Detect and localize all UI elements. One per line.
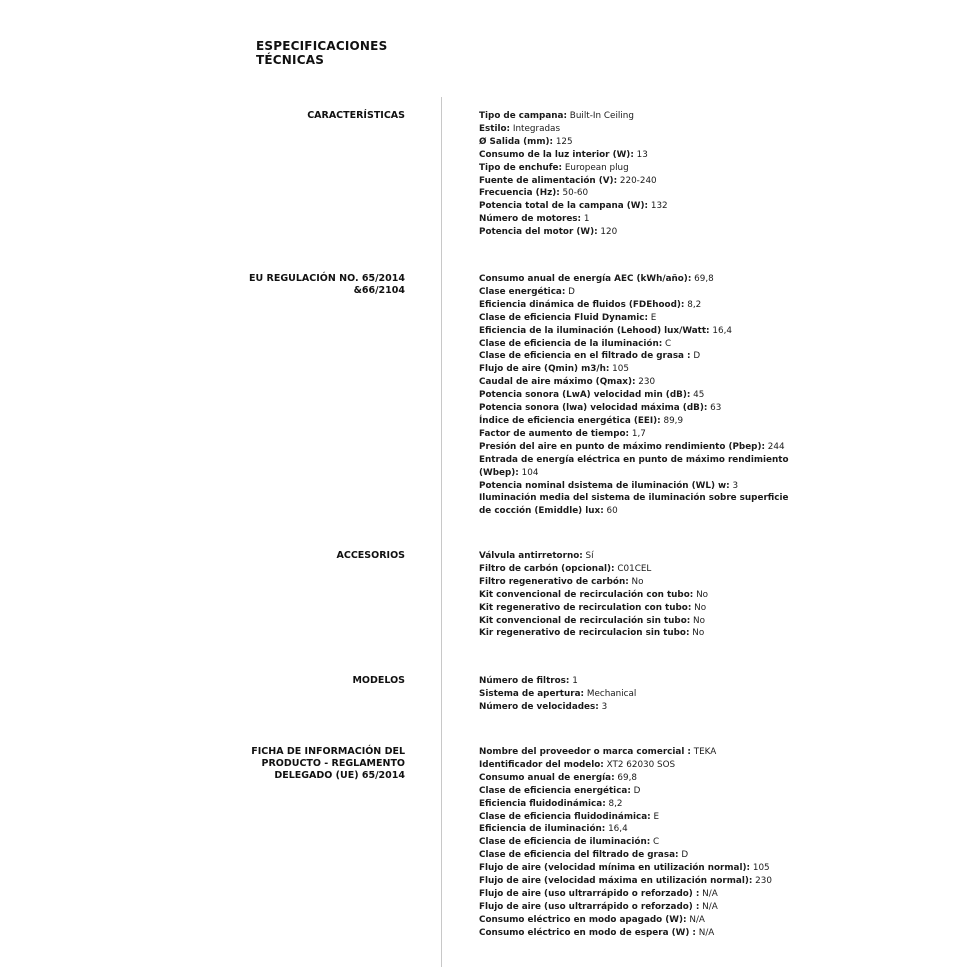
spec-key: Flujo de aire (uso ultrarrápido o reforzado) : (479, 888, 700, 899)
spec-key: Consumo eléctrico en modo apagado (W): (479, 914, 687, 925)
spec-row (479, 785, 799, 798)
spec-row (479, 849, 799, 862)
spec-row (479, 312, 799, 325)
spec-key: Tipo de campana: (479, 111, 568, 121)
spec-row (479, 363, 799, 376)
spec-value: 105 (609, 364, 629, 375)
spec-row (479, 325, 799, 338)
spec-value: N/A (699, 888, 718, 899)
spec-key: Kit convencional de recirculación con tubo: (479, 589, 694, 600)
spec-value: European plug (562, 162, 629, 173)
spec-value: Sí (582, 551, 594, 561)
spec-row (479, 836, 799, 849)
page-title: ESPECIFICACIONES TÉCNICAS (256, 39, 388, 67)
spec-key: Consumo anual de energía AEC (kWh/año): (479, 274, 692, 284)
spec-key: Número de filtros: (479, 676, 570, 686)
spec-key: Caudal de aire máximo (Qmax): (479, 377, 636, 388)
spec-value: 105 (750, 863, 770, 874)
spec-row (479, 454, 799, 480)
spec-key: Identificador del modelo: (479, 759, 604, 770)
spec-row (479, 914, 799, 927)
spec-key: Presión del aire en punto de máximo rendimiento (Pbep): (479, 441, 766, 452)
spec-row (479, 441, 799, 454)
spec-row (479, 823, 799, 836)
spec-key: Kit regenerativo de recirculation con tubo: (479, 602, 692, 613)
spec-row (479, 480, 799, 493)
spec-value: Built-In Ceiling (567, 111, 634, 121)
spec-value: No (690, 615, 706, 626)
spec-key: Estilo: (479, 123, 511, 134)
spec-value: 89,9 (660, 415, 684, 426)
spec-value: No (628, 576, 644, 587)
spec-value: C (650, 837, 660, 848)
spec-row (479, 492, 799, 518)
spec-value: XT2 62030 SOS (603, 759, 676, 770)
spec-value: 60 (603, 506, 618, 517)
spec-row (479, 701, 799, 714)
spec-value: 244 (765, 441, 785, 452)
spec-value: N/A (699, 901, 718, 912)
spec-key: Consumo de la luz interior (W): (479, 149, 634, 160)
spec-value: 1 (581, 214, 590, 225)
spec-row (479, 772, 799, 785)
spec-value: D (630, 785, 641, 796)
spec-row (479, 888, 799, 901)
spec-key: Flujo de aire (velocidad mínima en utilización normal): (479, 863, 751, 874)
spec-key: Factor de aumento de tiempo: (479, 428, 630, 439)
spec-key: Potencia total de la campana (W): (479, 201, 649, 212)
spec-key: Filtro regenerativo de carbón: (479, 576, 629, 587)
spec-row (479, 811, 799, 824)
spec-key: Clase de eficiencia de iluminación: (479, 837, 651, 848)
spec-row (479, 675, 799, 688)
spec-row (479, 927, 799, 940)
spec-key: Eficiencia de iluminación: (479, 824, 606, 835)
spec-row (479, 602, 799, 615)
spec-value: 104 (518, 467, 539, 478)
spec-key: Clase de eficiencia del filtrado de grasa: (479, 850, 679, 861)
spec-value: 1 (569, 676, 578, 686)
spec-value: 69,8 (691, 274, 714, 284)
spec-list (479, 675, 799, 714)
spec-row (479, 162, 799, 175)
section-label: CARACTERÍSTICAS (307, 110, 405, 121)
spec-row (479, 123, 799, 136)
spec-list (479, 746, 799, 940)
spec-key: Eficiencia de la iluminación (Lehood) lux/Watt: (479, 325, 710, 336)
spec-value: Integradas (510, 123, 561, 134)
spec-value: 69,8 (614, 772, 638, 783)
spec-list (479, 110, 799, 239)
spec-key: Clase de eficiencia Fluid Dynamic: (479, 312, 648, 323)
spec-value: E (650, 811, 660, 822)
spec-row (479, 350, 799, 363)
spec-key: Número de motores: (479, 214, 582, 225)
spec-row (479, 862, 799, 875)
spec-key: Potencia del motor (W): (479, 227, 598, 238)
spec-key: Iluminación media del sistema de iluminación sobre superficie de cocción (Emiddle) lux: (479, 493, 789, 517)
spec-row (479, 273, 799, 286)
spec-row (479, 563, 799, 576)
spec-key: Consumo eléctrico en modo de espera (W) : (479, 927, 696, 938)
section-label: EU REGULACIÓN NO. 65/2014 &66/2104 (249, 273, 405, 296)
spec-row (479, 299, 799, 312)
spec-key: Clase energética: (479, 286, 566, 297)
spec-row (479, 428, 799, 441)
spec-value: 8,2 (684, 299, 702, 310)
spec-key: Flujo de aire (Qmin) m3/h: (479, 364, 610, 375)
vertical-divider (441, 97, 442, 967)
spec-row (479, 213, 799, 226)
spec-row (479, 589, 799, 602)
spec-key: Nombre del proveedor o marca comercial : (479, 747, 691, 757)
spec-key: Ø Salida (mm): (479, 136, 554, 147)
spec-key: Flujo de aire (uso ultrarrápido o reforzado) : (479, 901, 700, 912)
spec-value: 8,2 (605, 798, 623, 809)
spec-row (479, 746, 799, 759)
spec-key: Entrada de energía eléctrica en punto de máximo rendimiento (Wbep): (479, 454, 789, 478)
spec-key: Clase de eficiencia de la iluminación: (479, 338, 663, 349)
spec-key: Potencia sonora (lwa) velocidad máxima (dB): (479, 403, 708, 414)
spec-row (479, 402, 799, 415)
spec-value: 220-240 (617, 175, 657, 186)
spec-key: Kir regenerativo de recirculacion sin tubo: (479, 628, 690, 639)
spec-value: E (647, 312, 657, 323)
spec-value: 63 (707, 403, 722, 414)
spec-value: 120 (597, 227, 618, 238)
spec-row (479, 286, 799, 299)
spec-value: No (689, 628, 705, 639)
spec-list (479, 273, 799, 518)
spec-row (479, 389, 799, 402)
spec-key: Índice de eficiencia energética (EEI): (479, 415, 661, 426)
section-label: ACCESORIOS (336, 550, 405, 561)
spec-row (479, 627, 799, 640)
spec-row (479, 550, 799, 563)
spec-value: 230 (635, 377, 656, 388)
spec-value: 50-60 (559, 188, 589, 199)
spec-list (479, 550, 799, 640)
spec-value: 1,7 (629, 428, 646, 439)
spec-row (479, 759, 799, 772)
spec-key: Flujo de aire (velocidad máxima en utilización normal): (479, 876, 753, 887)
section-label: MODELOS (352, 675, 405, 686)
spec-value: 16,4 (709, 325, 732, 336)
spec-value: N/A (695, 927, 715, 938)
spec-row (479, 376, 799, 389)
spec-value: C01CEL (614, 563, 652, 574)
spec-value: 45 (690, 390, 705, 401)
section-label: FICHA DE INFORMACIÓN DEL PRODUCTO - REGLAMENTO DELEGADO (UE) 65/2014 (251, 746, 405, 781)
spec-value: D (678, 850, 689, 861)
spec-row (479, 576, 799, 589)
spec-row (479, 615, 799, 628)
spec-key: Número de velocidades: (479, 701, 599, 712)
spec-value: No (691, 602, 707, 613)
spec-key: Válvula antirretorno: (479, 551, 583, 561)
spec-value: C (662, 338, 672, 349)
spec-key: Sistema de apertura: (479, 688, 585, 699)
spec-value: TEKA (690, 747, 717, 757)
spec-value: 16,4 (605, 824, 628, 835)
spec-key: Filtro de carbón (opcional): (479, 563, 615, 574)
spec-key: Potencia sonora (LwA) velocidad min (dB): (479, 390, 691, 401)
spec-key: Clase de eficiencia fluidodinámica: (479, 811, 651, 822)
spec-value: Mechanical (584, 688, 637, 699)
spec-row (479, 187, 799, 200)
spec-value: N/A (686, 914, 705, 925)
spec-value: D (565, 286, 575, 297)
spec-row (479, 338, 799, 351)
spec-value: 125 (553, 136, 573, 147)
spec-key: Eficiencia dinámica de fluidos (FDEhood): (479, 299, 685, 310)
spec-row (479, 415, 799, 428)
spec-key: Clase de eficiencia en el filtrado de grasa : (479, 351, 691, 362)
spec-row (479, 136, 799, 149)
spec-value: 13 (633, 149, 648, 160)
spec-key: Clase de eficiencia energética: (479, 785, 631, 796)
spec-row (479, 175, 799, 188)
spec-value: No (693, 589, 709, 600)
spec-value: D (690, 351, 701, 362)
spec-row (479, 875, 799, 888)
spec-key: Fuente de alimentación (V): (479, 175, 618, 186)
spec-key: Kit convencional de recirculación sin tubo: (479, 615, 691, 626)
spec-row (479, 110, 799, 123)
spec-row (479, 149, 799, 162)
spec-row (479, 901, 799, 914)
spec-row (479, 798, 799, 811)
spec-key: Eficiencia fluidodinámica: (479, 798, 606, 809)
spec-value: 3 (729, 480, 739, 491)
spec-row (479, 688, 799, 701)
spec-value: 132 (648, 201, 668, 212)
spec-key: Potencia nominal dsistema de iluminación (WL) w: (479, 480, 730, 491)
spec-value: 230 (752, 876, 772, 887)
spec-key: Tipo de enchufe: (479, 162, 563, 173)
spec-row (479, 200, 799, 213)
spec-key: Consumo anual de energía: (479, 772, 615, 783)
spec-value: 3 (598, 701, 608, 712)
spec-row (479, 226, 799, 239)
spec-key: Frecuencia (Hz): (479, 188, 560, 199)
